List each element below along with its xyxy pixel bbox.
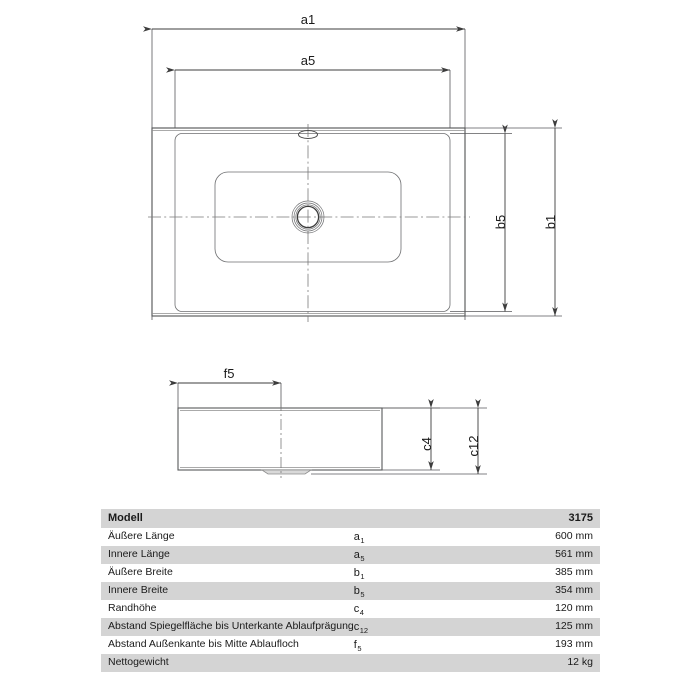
dimension-symbol-subscript: 4 — [359, 607, 364, 617]
side-view-body — [178, 408, 382, 470]
table-cell-symbol — [354, 509, 504, 528]
table-cell-symbol — [354, 636, 504, 654]
table-row — [101, 618, 600, 636]
dimension-symbol-subscript: 1 — [360, 571, 365, 581]
specification-table — [101, 509, 600, 672]
table-row — [101, 509, 600, 528]
table-cell-value: 561 mm — [504, 546, 600, 564]
dimension-label-a5: a5 — [300, 53, 316, 68]
dimension-symbol-subscript: 5 — [360, 589, 365, 599]
dimension-label-b1: b1 — [543, 214, 558, 230]
dimension-label-b5: b5 — [493, 214, 508, 230]
side-view-drain-protrusion — [262, 470, 311, 474]
table-cell-symbol — [354, 546, 504, 564]
dimension-symbol: b — [353, 566, 360, 579]
dimension-label-c12: c12 — [466, 435, 481, 457]
table-cell-symbol — [354, 654, 504, 672]
table-row — [101, 600, 600, 618]
dimension-symbol: c — [353, 602, 360, 615]
dimension-symbol: a — [353, 530, 360, 543]
dimension-label-c4: c4 — [419, 437, 434, 451]
dimension-label-a1: a1 — [300, 12, 316, 27]
table-row — [101, 528, 600, 546]
table-row — [101, 654, 600, 672]
table-cell-label: Abstand Spiegelfläche bis Unterkante Ablaufprägung — [101, 618, 354, 636]
table-row — [101, 546, 600, 564]
table-cell-label: Innere Länge — [101, 546, 354, 564]
dimension-symbol-subscript: 12 — [359, 625, 369, 635]
table-cell-symbol — [354, 618, 504, 636]
table-cell-label: Abstand Außenkante bis Mitte Ablaufloch — [101, 636, 354, 654]
table-header-value: 3175 — [504, 509, 600, 528]
table-cell-label: Innere Breite — [101, 582, 354, 600]
table-cell-symbol — [354, 582, 504, 600]
dimension-symbol: f — [353, 638, 357, 651]
basin-outer-outline — [152, 128, 465, 316]
table-cell-value: 600 mm — [504, 528, 600, 546]
table-cell-symbol — [354, 528, 504, 546]
dimension-label-f5: f5 — [223, 366, 235, 381]
table-row — [101, 582, 600, 600]
table-cell-symbol — [354, 564, 504, 582]
dimension-symbol: a — [353, 548, 360, 561]
dimension-symbol-subscript: 1 — [360, 535, 365, 545]
dimension-symbol-subscript: 5 — [357, 643, 362, 653]
table-header-label: Modell — [101, 509, 354, 528]
dimension-symbol-subscript: 5 — [360, 553, 365, 563]
table-cell-label: Randhöhe — [101, 600, 354, 618]
table-row — [101, 636, 600, 654]
table-cell-value: 193 mm — [504, 636, 600, 654]
table-cell-label: Nettogewicht — [101, 654, 354, 672]
table-cell-value: 385 mm — [504, 564, 600, 582]
dimension-symbol: c — [353, 620, 360, 633]
table-cell-label: Äußere Breite — [101, 564, 354, 582]
dimension-symbol: b — [353, 584, 360, 597]
table-cell-value: 12 kg — [504, 654, 600, 672]
table-cell-value: 120 mm — [504, 600, 600, 618]
table-cell-symbol — [354, 600, 504, 618]
table-cell-label: Äußere Länge — [101, 528, 354, 546]
table-cell-value: 354 mm — [504, 582, 600, 600]
table-row — [101, 564, 600, 582]
table-cell-value: 125 mm — [504, 618, 600, 636]
specification-table-body — [101, 509, 600, 672]
